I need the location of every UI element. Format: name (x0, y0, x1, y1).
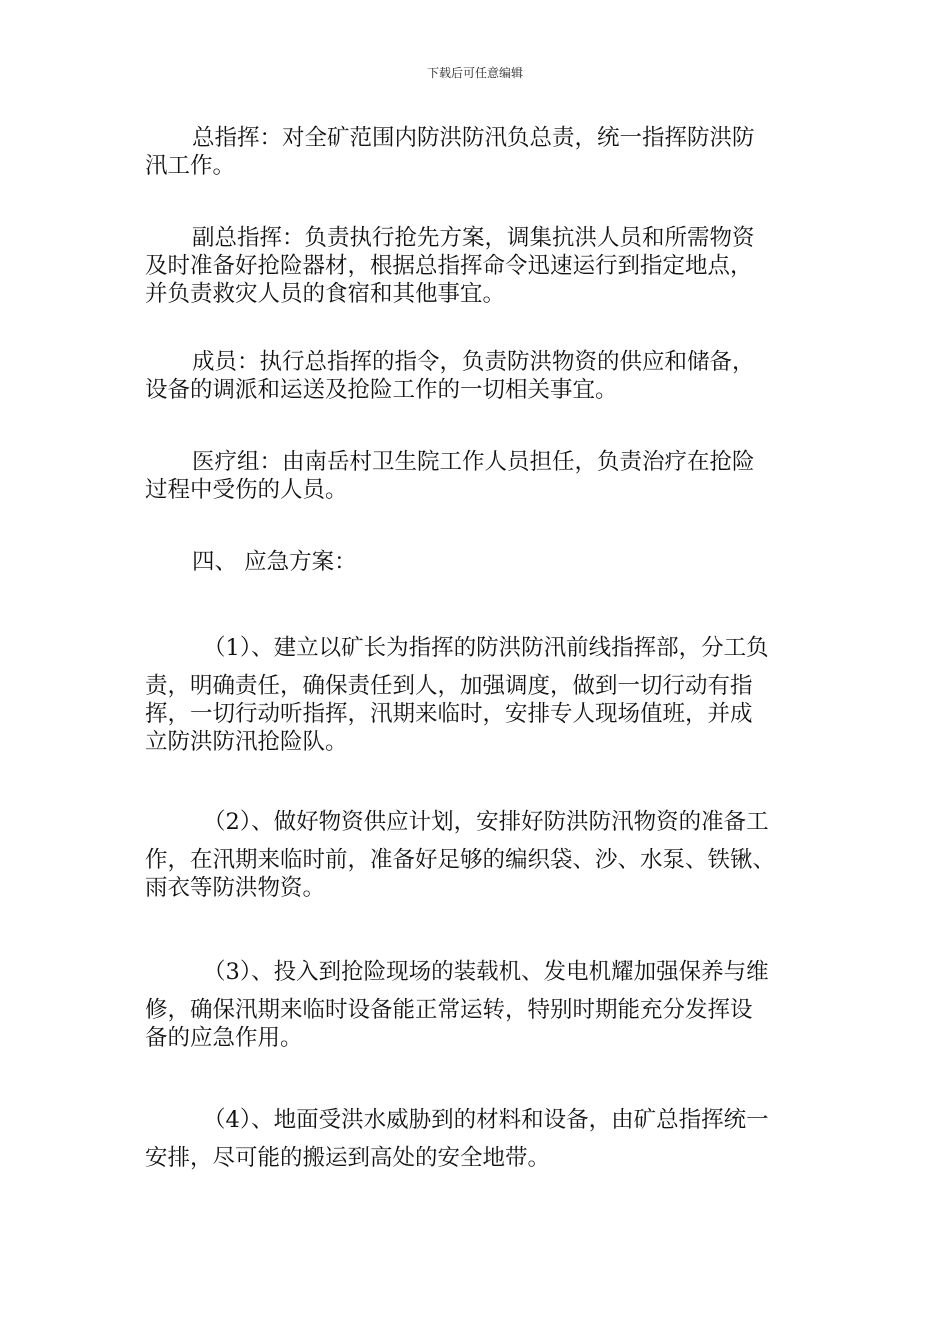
section-heading-line: 四、 应急方案： (192, 549, 357, 575)
paragraph-line: 作，在汛期来临时前，准备好足够的编织袋、沙、水泵、铁锹、 (145, 847, 776, 873)
plan-item-3 (145, 958, 813, 1052)
paragraph-line: 总指挥：对全矿范围内防洪防汛负总责，统一指挥防洪防 (192, 125, 755, 151)
paragraph-line: （4）、地面受洪水威胁到的材料和设备，由矿总指挥统一 (203, 1107, 769, 1133)
paragraph-line: 安排，尽可能的搬运到高处的安全地带。 (145, 1145, 551, 1171)
paragraph-line: 副总指挥：负责执行抢先方案，调集抗洪人员和所需物资 (192, 225, 755, 251)
paragraph-line: 设备的调派和运送及抢险工作的一切相关事宜。 (145, 377, 618, 403)
page-header: 下载后可任意编辑 (426, 66, 523, 80)
paragraph-line: 并负责救灾人员的食宿和其他事宜。 (145, 281, 506, 307)
paragraph-medical-team (145, 448, 813, 504)
paragraph-line: （2）、做好物资供应计划，安排好防洪防汛物资的准备工 (203, 809, 769, 835)
paragraph-line: （3）、投入到抢险现场的装载机、发电机耀加强保养与维 (203, 959, 769, 985)
plan-item-4 (145, 1106, 813, 1172)
paragraph-members (145, 348, 813, 404)
paragraph-line: 医疗组：由南岳村卫生院工作人员担任，负责治疗在抢险 (192, 449, 755, 475)
paragraph-deputy-commander (145, 224, 813, 308)
paragraph-line: 备的应急作用。 (145, 1025, 303, 1051)
plan-item-2 (145, 808, 813, 902)
plan-item-1 (145, 634, 813, 756)
section-heading-emergency-plan (145, 548, 813, 576)
paragraph-commander (145, 124, 813, 180)
paragraph-line: 汛工作。 (145, 153, 236, 179)
paragraph-line: （1）、建立以矿长为指挥的防洪防汛前线指挥部，分工负 (203, 635, 769, 661)
paragraph-line: 及时准备好抢险器材，根据总指挥命令迅速运行到指定地点， (145, 253, 753, 279)
paragraph-line: 挥，一切行动听指挥，汛期来临时，安排专人现场值班，并成 (145, 701, 753, 727)
paragraph-line: 立防洪防汛抢险队。 (145, 729, 348, 755)
paragraph-line: 成员：执行总指挥的指令，负责防洪物资的供应和储备， (192, 349, 755, 375)
paragraph-line: 修，确保汛期来临时设备能正常运转，特别时期能充分发挥设 (145, 997, 753, 1023)
paragraph-line: 过程中受伤的人员。 (145, 477, 348, 503)
paragraph-line: 雨衣等防洪物资。 (145, 875, 326, 901)
paragraph-line: 责，明确责任，确保责任到人，加强调度，做到一切行动有指 (145, 673, 753, 699)
